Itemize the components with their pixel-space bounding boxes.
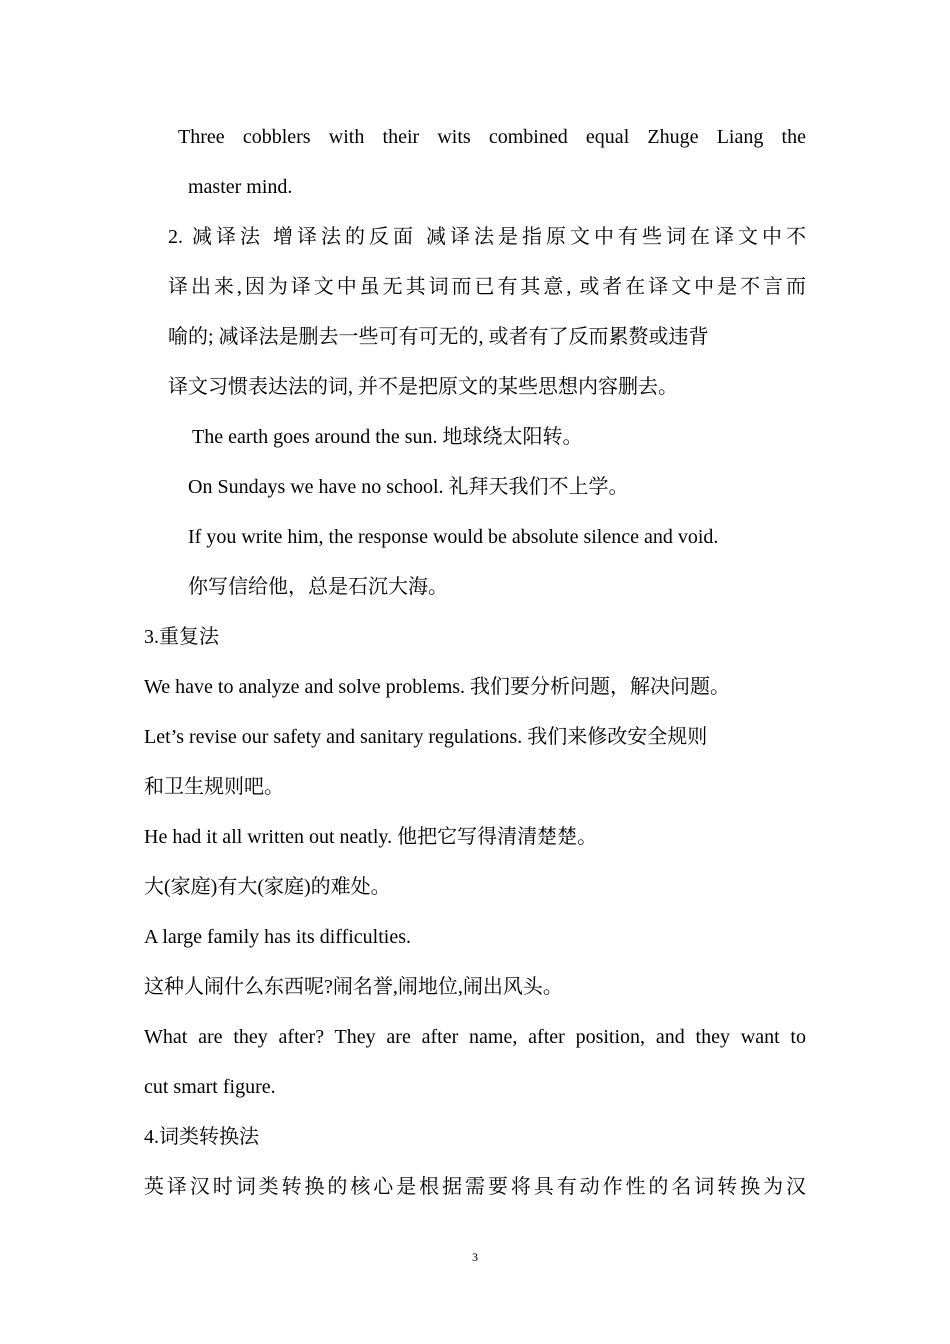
section-heading: 4.词类转换法 [144, 1126, 259, 1148]
text-line: A large family has its difficulties. [144, 926, 411, 948]
text-line: 大(家庭)有大(家庭)的难处。 [144, 876, 391, 898]
text-line: 你写信给他，总是石沉大海。 [188, 576, 448, 598]
text-line: 这种人闹什么东西呢?闹名誉,闹地位,闹出风头。 [144, 976, 563, 998]
text-line: We have to analyze and solve problems. 我们要分析问题，解决问题。 [144, 676, 731, 698]
text-line: The earth goes around the sun. 地球绕太阳转。 [192, 426, 583, 448]
text-line: On Sundays we have no school. 礼拜天我们不上学。 [188, 476, 629, 498]
page-number: 3 [472, 1250, 478, 1264]
text-line: cut smart figure. [144, 1076, 276, 1098]
text-line: master mind. [188, 176, 293, 198]
text-line: Let’s revise our safety and sanitary regulations. 我们来修改安全规则 [144, 726, 708, 748]
text-line: 译出来,因为译文中虽无其词而已有其意, 或者在译文中是不言而 [168, 276, 806, 298]
text-line: 2. 减译法 增译法的反面 减译法是指原文中有些词在译文中不 [168, 226, 806, 248]
text-line: If you write him, the response would be absolute silence and void. [188, 526, 719, 548]
text-line: Three cobblers with their wits combined equal Zhuge Liang the [178, 126, 806, 148]
text-line: He had it all written out neatly. 他把它写得清清楚楚。 [144, 826, 598, 848]
section-heading: 3.重复法 [144, 626, 219, 648]
text-line: 和卫生规则吧。 [144, 776, 284, 798]
text-line: 英译汉时词类转换的核心是根据需要将具有动作性的名词转换为汉 [144, 1176, 806, 1198]
text-line: 译文习惯表达法的词, 并不是把原文的某些思想内容删去。 [168, 376, 678, 398]
text-line: 喻的; 减译法是删去一些可有可无的, 或者有了反而累赘或违背 [168, 326, 709, 348]
text-line: What are they after? They are after name, after position, and they want to [144, 1026, 806, 1048]
